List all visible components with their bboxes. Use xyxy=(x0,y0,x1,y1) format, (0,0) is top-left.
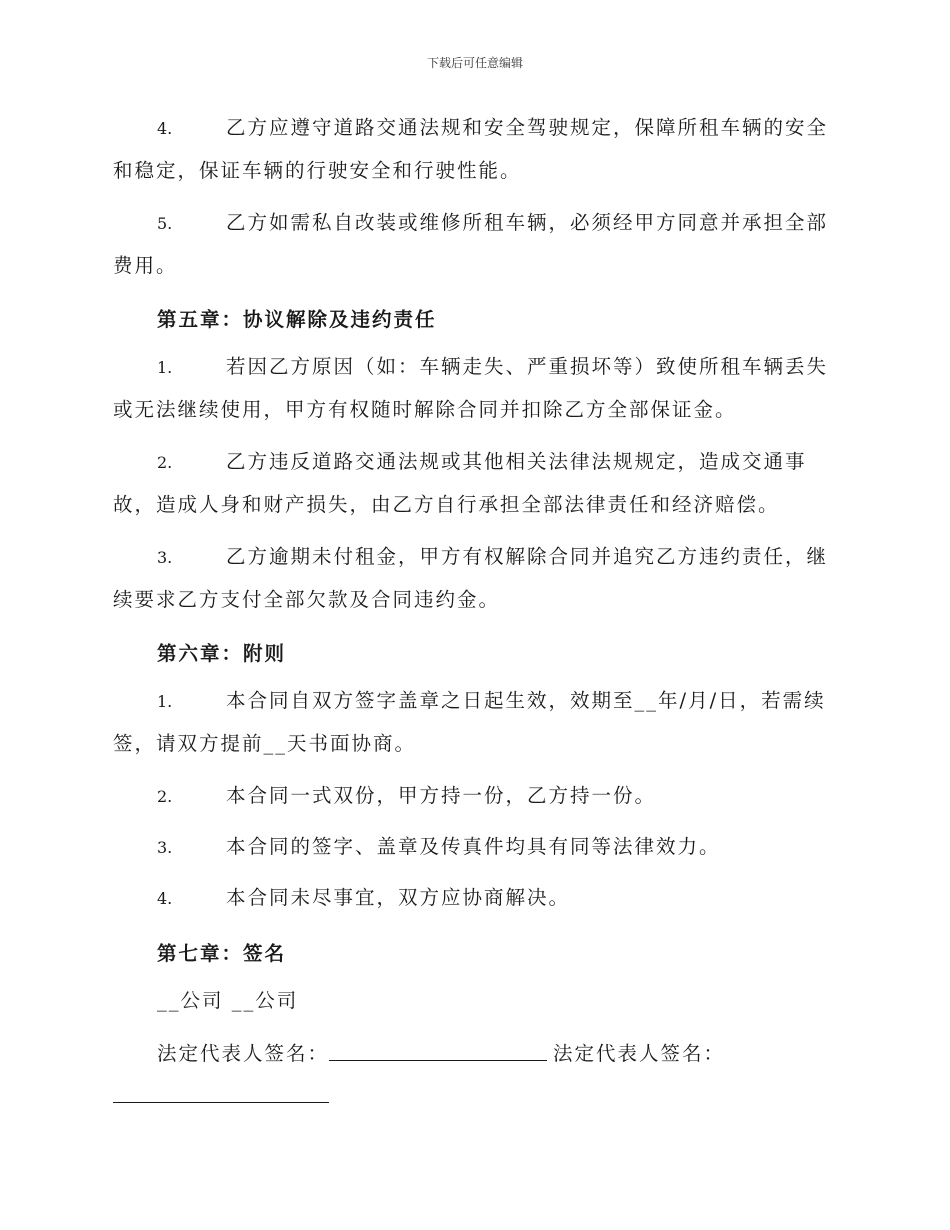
clause-text-line2: 续要求乙方支付全部欠款及合同违约金。 xyxy=(113,588,501,611)
signature-label-1: 法定代表人签名： xyxy=(157,1042,330,1065)
clause-text-line2: 签，请双方提前__天书面协商。 xyxy=(113,732,417,755)
clause-text-line1: 本合同自双方签字盖章之日起生效，效期至__年/月/日，若需续 xyxy=(226,689,826,712)
clause-text-line1: 若因乙方原因（如：车辆走失、严重损坏等）致使所租车辆丢失 xyxy=(226,355,829,378)
clause-text-line1: 本合同未尽事宜，双方应协商解决。 xyxy=(226,886,571,909)
clause-text-line2: 和稳定，保证车辆的行驶安全和行驶性能。 xyxy=(113,159,522,182)
clause-text-line1: 乙方应遵守道路交通法规和安全驾驶规定，保障所租车辆的安全 xyxy=(226,116,829,139)
clause-number: 3. xyxy=(157,838,173,857)
clause-text-line1: 乙方如需私自改装或维修所租车辆，必须经甲方同意并承担全部 xyxy=(226,211,829,234)
clause-number: 4. xyxy=(157,889,173,908)
clause-number: 3. xyxy=(157,548,173,567)
chapter-heading: 第五章：协议解除及违约责任 xyxy=(157,308,437,331)
clause-number: 1. xyxy=(157,358,173,377)
clause-text-line2: 或无法继续使用，甲方有权随时解除合同并扣除乙方全部保证金。 xyxy=(113,398,737,421)
clause-text-line2: 费用。 xyxy=(113,254,178,277)
clause-text-line1: 乙方违反道路交通法规或其他相关法律法规规定，造成交通事 xyxy=(226,450,807,473)
chapter-heading: 第六章：附则 xyxy=(157,642,287,665)
clause-number: 2. xyxy=(157,787,173,806)
chapter-heading: 第七章：签名 xyxy=(157,942,287,965)
company-names: __公司 __公司 xyxy=(157,989,299,1012)
clause-text-line2: 故，造成人身和财产损失，由乙方自行承担全部法律责任和经济赔偿。 xyxy=(113,493,780,516)
clause-text-line1: 乙方逾期未付租金，甲方有权解除合同并追究乙方违约责任，继 xyxy=(226,545,829,568)
signature-label-2: 法定代表人签名： xyxy=(553,1042,726,1065)
signature-line-1 xyxy=(329,1060,547,1061)
clause-number: 4. xyxy=(157,119,173,138)
page-header: 下载后可任意编辑 xyxy=(426,56,523,70)
clause-text-line1: 本合同的签字、盖章及传真件均具有同等法律效力。 xyxy=(226,835,721,858)
clause-text-line1: 本合同一式双份，甲方持一份，乙方持一份。 xyxy=(226,784,657,807)
clause-number: 5. xyxy=(157,214,173,233)
signature-line-2 xyxy=(113,1102,329,1103)
clause-number: 1. xyxy=(157,692,173,711)
clause-number: 2. xyxy=(157,453,173,472)
